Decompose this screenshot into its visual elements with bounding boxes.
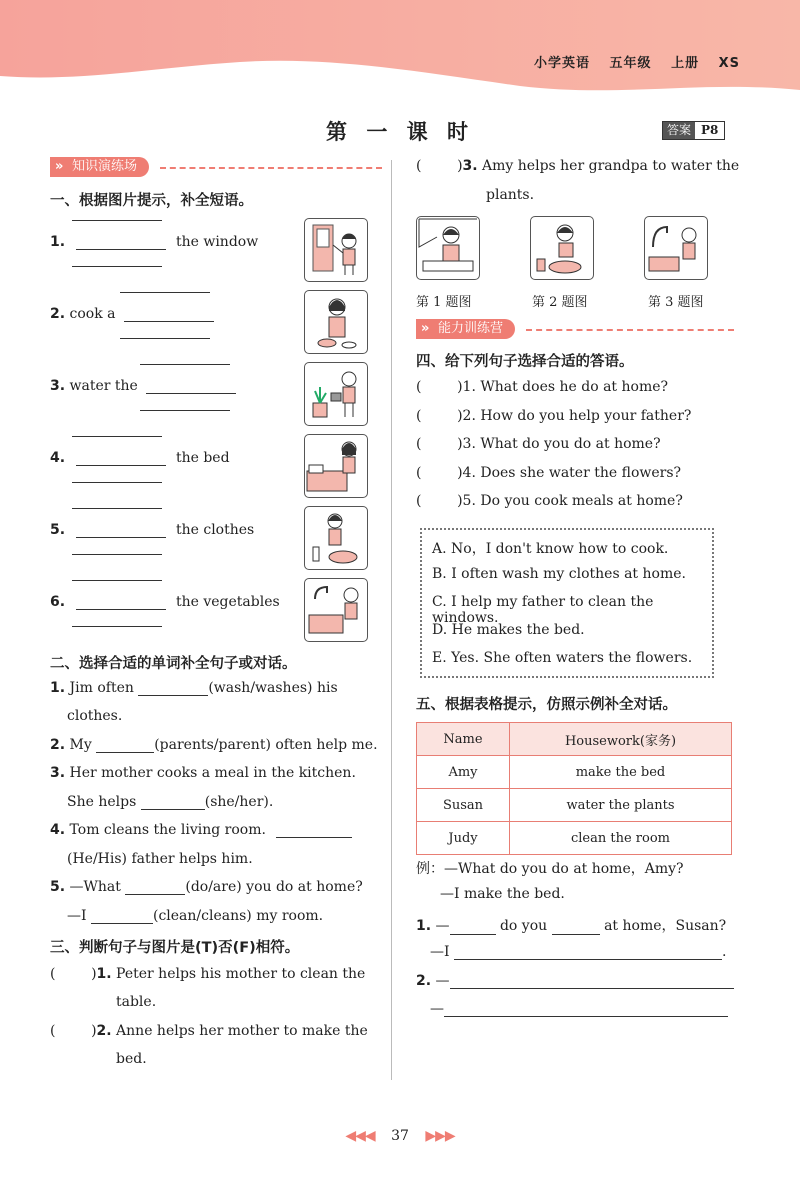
column-divider [391,160,392,1080]
grade-tag: 五年级 [609,56,652,71]
dialog-1-question: 1. — do you at home，Susan? [416,918,727,934]
s2-q2: 2. My (parents/parent) often help me. [50,737,378,753]
blank-line[interactable] [72,566,162,581]
option-b: B. I often wash my clothes at home. [432,566,686,582]
blank-line[interactable] [120,278,210,293]
banner-dash [526,329,734,331]
figure-3-picture [644,216,708,280]
answer-ref [662,121,725,140]
s4-q2: ( )2. How do you help your father? [416,408,692,424]
option-a: A. No，I don't know how to cook. [432,541,669,557]
s1-item-3: 3. water the [50,378,236,394]
header-housework: Housework(家务) [510,723,732,756]
answer-blank[interactable] [76,235,166,250]
s2-q1-cont: clothes. [67,708,123,724]
answer-blank[interactable] [444,1002,728,1017]
s2-q1: 1. Jim often (wash/washes) his [50,680,338,696]
answer-paren[interactable]: ( ) [50,1023,97,1039]
answer-blank[interactable] [450,920,496,935]
figure-1-picture [416,216,480,280]
s1-item-1: 1. the window [50,234,259,250]
answer-blank[interactable] [454,945,722,960]
s3-q3: ( )3. Amy helps her grandpa to water the [416,158,740,174]
answer-blank[interactable] [124,307,214,322]
answer-blank[interactable] [552,920,600,935]
s4-q4: ( )4. Does she water the flowers? [416,465,682,481]
s4-q5: ( )5. Do you cook meals at home? [416,493,683,509]
s1-item-4: 4. the bed [50,450,230,466]
answer-options-box [420,528,714,678]
answer-blank[interactable] [76,595,166,610]
prev-arrows-icon: ◀◀◀ [345,1128,375,1144]
blank-line[interactable] [72,494,162,509]
answer-blank[interactable] [76,523,166,538]
window-cleaning-picture [304,218,368,282]
answer-paren[interactable]: ( ) [416,436,463,452]
s3-q2-cont: bed. [116,1051,147,1067]
dialog-2-question: 2. — [416,973,734,989]
page-number: 37 [391,1128,409,1144]
blank-line[interactable] [72,540,162,555]
section-3-heading: 三、判断句子与图片是(T)否(F)相符。 [50,940,300,956]
blank-line[interactable] [72,252,162,267]
example-question: 例：—What do you do at home，Amy? [416,861,684,877]
watering-plants-picture [304,362,368,426]
answer-blank[interactable] [141,795,205,810]
washing-clothes-picture [304,506,368,570]
table-row: Amy make the bed [417,756,732,789]
s2-q4-cont: (He/His) father helps him. [67,851,253,867]
table-row: Susan water the plants [417,789,732,822]
s2-q3-cont: She helps (she/her). [67,794,274,810]
answer-blank[interactable] [138,681,208,696]
s3-q1: ( )1. Peter helps his mother to clean the [50,966,366,982]
banner-dash [160,167,382,169]
answer-blank[interactable] [276,823,352,838]
blank-line[interactable] [72,612,162,627]
edition-tag: XS [718,56,740,71]
example-answer: —I make the bed. [440,886,565,902]
answer-page: P8 [701,123,719,137]
banner-ability: » 能力训练营 [416,319,515,339]
blank-line[interactable] [120,324,210,339]
s2-q3: 3. Her mother cooks a meal in the kitchen. [50,765,356,781]
blank-line[interactable] [72,422,162,437]
answer-blank[interactable] [146,379,236,394]
table-row: Judy clean the room [417,822,732,855]
s1-item-6: 6. the vegetables [50,594,280,610]
s2-q5: 5. —What (do/are) you do at home? [50,879,363,895]
header-tags [520,52,740,71]
dialog-2-answer: — [430,1001,728,1017]
section-4-heading: 四、给下列句子选择合适的答语。 [416,354,634,370]
answer-blank[interactable] [450,974,734,989]
option-c: C. I help my father to clean the windows. [432,594,654,626]
section-5-heading: 五、根据表格提示，仿照示例补全对话。 [416,697,677,713]
s1-item-5: 5. the clothes [50,522,255,538]
answer-paren[interactable]: ( ) [416,493,463,509]
answer-paren[interactable]: ( ) [416,379,463,395]
making-bed-picture [304,434,368,498]
answer-paren[interactable]: ( ) [416,408,463,424]
page-footer [0,1128,800,1144]
s2-q5-cont: —I (clean/cleans) my room. [67,908,324,924]
s1-item-2: 2. cook a [50,306,214,322]
figure-2-picture [530,216,594,280]
figure-3-caption: 第 3 题图 [648,295,704,310]
blank-line[interactable] [140,396,230,411]
answer-paren[interactable]: ( ) [416,465,463,481]
banner-knowledge: » 知识演练场 [50,157,149,177]
section-2-heading: 二、选择合适的单词补全句子或对话。 [50,656,297,672]
answer-label: 答案 [663,122,695,139]
blank-line[interactable] [72,206,162,221]
dialog-1-answer: —I . [430,944,727,960]
s3-q2: ( )2. Anne helps her mother to make the [50,1023,368,1039]
washing-vegetables-picture [304,578,368,642]
page-title: 第 一 课 时 [326,120,474,144]
housework-table [416,722,732,855]
s4-q3: ( )3. What do you do at home? [416,436,661,452]
option-e: E. Yes. She often waters the flowers. [432,650,693,666]
s3-q3-cont: plants. [486,187,535,203]
option-d: D. He makes the bed. [432,622,585,638]
answer-blank[interactable] [96,738,154,753]
answer-paren[interactable]: ( ) [416,158,463,174]
figure-2-caption: 第 2 题图 [532,295,588,310]
header-name: Name [417,723,510,756]
answer-blank[interactable] [91,909,153,924]
section-1-heading: 一、根据图片提示，补全短语。 [50,193,253,209]
blank-line[interactable] [72,468,162,483]
subject-tag: 小学英语 [533,56,590,71]
answer-blank[interactable] [76,451,166,466]
next-arrows-icon: ▶▶▶ [425,1128,455,1144]
table-header-row [417,723,732,756]
answer-blank[interactable] [125,880,185,895]
s4-q1: ( )1. What does he do at home? [416,379,669,395]
volume-tag: 上册 [671,56,700,71]
answer-paren[interactable]: ( ) [50,966,97,982]
s2-q4: 4. Tom cleans the living room. [50,822,352,838]
blank-line[interactable] [140,350,230,365]
figure-1-caption: 第 1 题图 [416,295,472,310]
cooking-picture [304,290,368,354]
s3-q1-cont: table. [116,994,157,1010]
